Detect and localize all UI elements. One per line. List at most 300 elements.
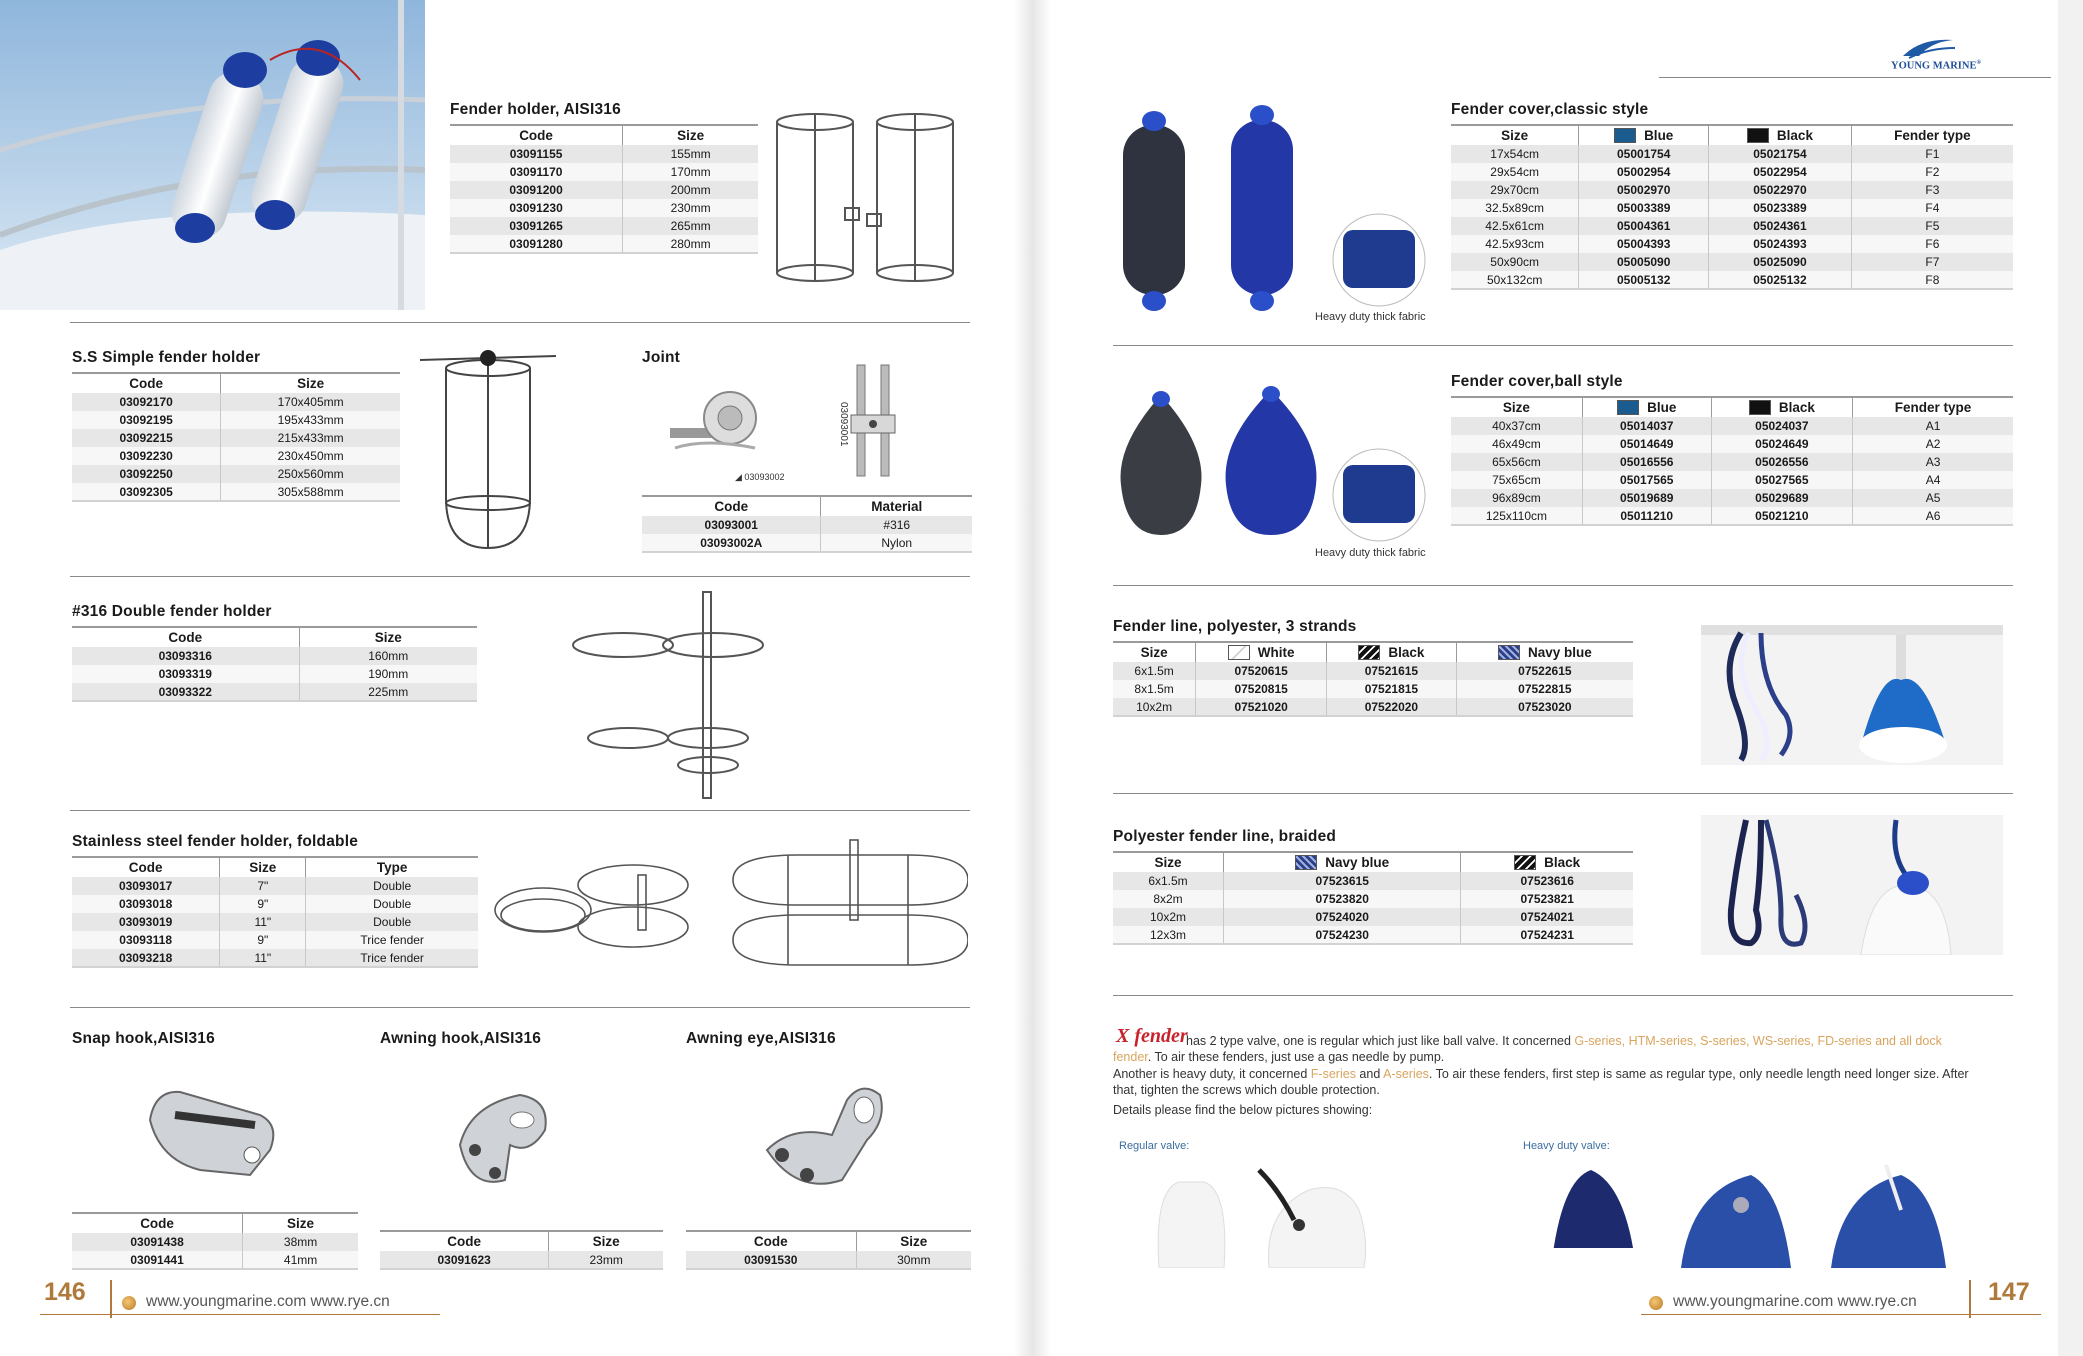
- table-cell: 07524020: [1224, 908, 1461, 926]
- table-cell: 65x56cm: [1451, 453, 1582, 471]
- table-cell: F4: [1851, 199, 2013, 217]
- divider: [70, 322, 970, 323]
- ball-cover-image: [1111, 385, 1441, 555]
- table-row: [1451, 199, 2013, 217]
- table-row: [72, 895, 478, 913]
- table-header-row: [380, 1231, 663, 1251]
- table-cell: 05029689: [1711, 489, 1853, 507]
- color-swatch-icon: [1747, 128, 1769, 143]
- table-cell: Double: [306, 895, 478, 913]
- table-header-row: [72, 373, 400, 393]
- table-cell: 05004361: [1579, 217, 1709, 235]
- table-row: [72, 877, 478, 895]
- table-row: [1113, 908, 1633, 926]
- table-cell: 07520615: [1196, 662, 1327, 680]
- line-3strand-title: Fender line, polyester, 3 strands: [1113, 618, 1357, 635]
- table-cell: 07521815: [1327, 680, 1457, 698]
- table-cell: 46x49cm: [1451, 435, 1582, 453]
- table-cell: A1: [1853, 417, 2013, 435]
- divider: [70, 576, 970, 577]
- table-row: [450, 199, 758, 217]
- fender-holder-title: Fender holder, AISI316: [450, 101, 621, 118]
- table-cell: 03091280: [450, 235, 623, 253]
- fender-holder-image: [770, 108, 960, 293]
- table-cell: 07524230: [1224, 926, 1461, 944]
- globe-icon: [122, 1296, 136, 1310]
- table-cell: 03093118: [72, 931, 220, 949]
- joint-table: [642, 495, 972, 553]
- page-number-left: 146: [44, 1278, 86, 1306]
- table-row: [1113, 926, 1633, 944]
- table-cell: A4: [1853, 471, 2013, 489]
- color-swatch-icon: [1498, 645, 1520, 660]
- table-cell: 96x89cm: [1451, 489, 1582, 507]
- table-cell: 305x588mm: [221, 483, 400, 501]
- table-cell: 05005132: [1579, 271, 1709, 289]
- table-header-row: [72, 857, 478, 877]
- footer-rule: [40, 1314, 440, 1315]
- table-cell: 07523820: [1224, 890, 1461, 908]
- table-cell: 07522615: [1456, 662, 1633, 680]
- young-marine-logo: [1901, 34, 1956, 60]
- table-cell: 05024361: [1709, 217, 1852, 235]
- table-cell: 190mm: [299, 665, 477, 683]
- table-header-row: [450, 125, 758, 145]
- awning-hook-image: [450, 1085, 560, 1195]
- page-146: [0, 0, 1014, 1356]
- table-row: [1451, 453, 2013, 471]
- page-number-right: 147: [1988, 1278, 2030, 1306]
- table-cell: 07523821: [1461, 890, 1633, 908]
- table-cell: 42.5x93cm: [1451, 235, 1579, 253]
- column-header: Size: [1113, 642, 1196, 662]
- table-header-row: [1113, 852, 1633, 872]
- globe-icon: [1649, 1296, 1663, 1310]
- table-cell: 03093218: [72, 949, 220, 967]
- table-cell: Double: [306, 913, 478, 931]
- column-header: Fender type: [1851, 125, 2013, 145]
- column-header: Size: [221, 373, 400, 393]
- table-row: [1451, 145, 2013, 163]
- table-cell: 170mm: [623, 163, 758, 181]
- divider: [70, 1007, 970, 1008]
- table-row: [1451, 235, 2013, 253]
- color-swatch-icon: [1514, 855, 1536, 870]
- classic-cover-title: Fender cover,classic style: [1451, 101, 1649, 118]
- divider: [1113, 995, 2013, 996]
- table-cell: 05014649: [1582, 435, 1711, 453]
- regular-valve-image: [1139, 1160, 1439, 1268]
- table-cell: 05024393: [1709, 235, 1852, 253]
- table-cell: 05022954: [1709, 163, 1852, 181]
- table-cell: 6x1.5m: [1113, 662, 1196, 680]
- table-cell: 280mm: [623, 235, 758, 253]
- table-cell: 29x54cm: [1451, 163, 1579, 181]
- awning-hook-table: [380, 1230, 663, 1270]
- table-row: [1451, 471, 2013, 489]
- table-row: [1113, 680, 1633, 698]
- column-header: Size: [549, 1231, 663, 1251]
- table-row: [642, 516, 972, 534]
- heavy-valve-image: [1541, 1160, 1951, 1268]
- website-link-left[interactable]: www.youngmarine.com www.rye.cn: [146, 1293, 390, 1310]
- classic-cover-image: [1111, 105, 1441, 315]
- table-cell: 12x3m: [1113, 926, 1224, 944]
- table-cell: 03093019: [72, 913, 220, 931]
- table-cell: 125x110cm: [1451, 507, 1582, 525]
- awning-hook-title: Awning hook,AISI316: [380, 1030, 542, 1047]
- column-header: Blue: [1579, 125, 1709, 145]
- column-header: Size: [1113, 852, 1224, 872]
- table-cell: 03093018: [72, 895, 220, 913]
- table-row: [72, 949, 478, 967]
- table-cell: 07523615: [1224, 872, 1461, 890]
- table-cell: A2: [1853, 435, 2013, 453]
- table-cell: 07523020: [1456, 698, 1633, 716]
- footer-separator: [1969, 1280, 1971, 1318]
- table-cell: 05026556: [1711, 453, 1853, 471]
- double-holder-image: [568, 590, 768, 800]
- table-cell: 05011210: [1582, 507, 1711, 525]
- line-3strand-image: [1701, 625, 2003, 765]
- table-cell: #316: [821, 516, 972, 534]
- table-row: [450, 145, 758, 163]
- table-row: [1451, 271, 2013, 289]
- table-cell: 03092230: [72, 447, 221, 465]
- table-row: [1451, 163, 2013, 181]
- table-cell: 03091623: [380, 1251, 549, 1269]
- table-cell: 32.5x89cm: [1451, 199, 1579, 217]
- classic-cover-table: [1451, 124, 2013, 290]
- column-header: Size: [1451, 125, 1579, 145]
- table-cell: 05003389: [1579, 199, 1709, 217]
- table-cell: 07521020: [1196, 698, 1327, 716]
- column-header: Code: [72, 627, 299, 647]
- table-cell: 05002954: [1579, 163, 1709, 181]
- table-cell: 05022970: [1709, 181, 1852, 199]
- xfender-logo: X fender: [1116, 1025, 1188, 1047]
- table-row: [1451, 217, 2013, 235]
- table-cell: 50x90cm: [1451, 253, 1579, 271]
- column-header: Code: [642, 496, 821, 516]
- joint-title: Joint: [642, 349, 681, 366]
- fender-holder-table: [450, 124, 758, 254]
- table-cell: 225mm: [299, 683, 477, 701]
- table-cell: 29x70cm: [1451, 181, 1579, 199]
- snap-hook-table: [72, 1212, 358, 1270]
- table-row: [1451, 435, 2013, 453]
- table-row: [72, 447, 400, 465]
- table-header-row: [1113, 642, 1633, 662]
- column-header: Blue: [1582, 397, 1711, 417]
- table-header-row: [1451, 397, 2013, 417]
- table-cell: F7: [1851, 253, 2013, 271]
- column-header: Size: [243, 1213, 358, 1233]
- table-cell: 42.5x61cm: [1451, 217, 1579, 235]
- table-cell: 03092195: [72, 411, 221, 429]
- table-row: [72, 665, 477, 683]
- table-cell: 03091230: [450, 199, 623, 217]
- table-cell: 05025132: [1709, 271, 1852, 289]
- table-cell: 200mm: [623, 181, 758, 199]
- table-cell: 9": [220, 895, 306, 913]
- table-row: [72, 931, 478, 949]
- table-header-row: [72, 1213, 358, 1233]
- column-header: White: [1196, 642, 1327, 662]
- table-cell: 05021754: [1709, 145, 1852, 163]
- table-cell: 250x560mm: [221, 465, 400, 483]
- table-cell: 05023389: [1709, 199, 1852, 217]
- divider: [1113, 345, 2013, 346]
- table-cell: 03091155: [450, 145, 623, 163]
- table-row: [450, 235, 758, 253]
- table-cell: 8x1.5m: [1113, 680, 1196, 698]
- foldable-holder-image: [488, 835, 968, 970]
- table-cell: Double: [306, 877, 478, 895]
- table-row: [1451, 181, 2013, 199]
- table-cell: 03092170: [72, 393, 221, 411]
- table-header-row: [72, 627, 477, 647]
- table-cell: 10x2m: [1113, 698, 1196, 716]
- column-header: Code: [686, 1231, 856, 1251]
- awning-eye-title: Awning eye,AISI316: [686, 1030, 836, 1047]
- table-cell: 05025090: [1709, 253, 1852, 271]
- table-cell: 05016556: [1582, 453, 1711, 471]
- snap-hook-image: [140, 1080, 285, 1185]
- line-braided-title: Polyester fender line, braided: [1113, 828, 1337, 845]
- table-cell: 07524231: [1461, 926, 1633, 944]
- valve-note-paragraph-3: Details please find the below pictures showing:: [1113, 1103, 1373, 1117]
- footer-rule: [1641, 1314, 2041, 1315]
- column-header: Black: [1327, 642, 1457, 662]
- valve-note-paragraph-2: Another is heavy duty, it concerned F-series and A-series. To air these fenders, first step is same as regular type, only needle length need longer size. After that, tighten the screws which double protection.: [1113, 1067, 1969, 1097]
- footer-separator: [110, 1280, 112, 1318]
- color-swatch-icon: [1617, 400, 1639, 415]
- table-row: [1451, 507, 2013, 525]
- table-cell: 8x2m: [1113, 890, 1224, 908]
- color-swatch-icon: [1749, 400, 1771, 415]
- table-cell: F1: [1851, 145, 2013, 163]
- column-header: Size: [856, 1231, 971, 1251]
- table-cell: 50x132cm: [1451, 271, 1579, 289]
- simple-holder-table: [72, 372, 400, 502]
- joint-image-b: [845, 363, 905, 478]
- ball-cover-title: Fender cover,ball style: [1451, 373, 1623, 390]
- foldable-holder-title: Stainless steel fender holder, foldable: [72, 833, 359, 850]
- table-row: [72, 465, 400, 483]
- table-cell: 05001754: [1579, 145, 1709, 163]
- table-cell: 7": [220, 877, 306, 895]
- table-cell: 03091170: [450, 163, 623, 181]
- double-holder-title: #316 Double fender holder: [72, 603, 272, 620]
- table-row: [72, 683, 477, 701]
- table-cell: 03091200: [450, 181, 623, 199]
- header-rule: [1659, 77, 2051, 78]
- column-header: Navy blue: [1224, 852, 1461, 872]
- column-header: Code: [72, 373, 221, 393]
- simple-holder-title: S.S Simple fender holder: [72, 349, 261, 366]
- column-header: Material: [821, 496, 972, 516]
- table-cell: Nylon: [821, 534, 972, 552]
- table-cell: 03091438: [72, 1233, 243, 1251]
- divider: [1113, 793, 2013, 794]
- table-cell: 07521615: [1327, 662, 1457, 680]
- table-cell: A6: [1853, 507, 2013, 525]
- table-cell: 230x450mm: [221, 447, 400, 465]
- table-cell: 230mm: [623, 199, 758, 217]
- table-cell: 160mm: [299, 647, 477, 665]
- website-link-right[interactable]: www.youngmarine.com www.rye.cn: [1673, 1293, 1917, 1310]
- table-header-row: [1451, 125, 2013, 145]
- line-3strand-table: [1113, 641, 1633, 717]
- joint-label-a: ◢ 03093002: [735, 472, 785, 482]
- table-row: [72, 1251, 358, 1269]
- table-row: [1113, 698, 1633, 716]
- table-row: [450, 163, 758, 181]
- table-cell: 05014037: [1582, 417, 1711, 435]
- table-row: [1451, 253, 2013, 271]
- joint-image-a: [665, 378, 765, 466]
- table-cell: 05024037: [1711, 417, 1853, 435]
- table-row: [72, 429, 400, 447]
- table-cell: 03092250: [72, 465, 221, 483]
- table-cell: A5: [1853, 489, 2013, 507]
- heavy-valve-label: Heavy duty valve:: [1523, 1140, 1610, 1152]
- table-cell: 07522020: [1327, 698, 1457, 716]
- brand-name: YOUNG MARINE®: [1891, 60, 1981, 72]
- column-header: Code: [380, 1231, 549, 1251]
- table-cell: 07522815: [1456, 680, 1633, 698]
- table-cell: 03093316: [72, 647, 299, 665]
- table-row: [642, 534, 972, 552]
- column-header: Black: [1461, 852, 1633, 872]
- table-cell: Trice fender: [306, 949, 478, 967]
- column-header: Size: [1451, 397, 1582, 417]
- table-cell: 11": [220, 949, 306, 967]
- table-cell: 10x2m: [1113, 908, 1224, 926]
- table-row: [1113, 662, 1633, 680]
- table-cell: F5: [1851, 217, 2013, 235]
- table-row: [686, 1251, 971, 1269]
- valve-note-paragraph-1: has 2 type valve, one is regular which just like ball valve. It concerned G-series, HTM-series, S-series, WS-series, FD-series and all dock fender. To air these fenders, just use a gas needle by pump.: [1113, 1034, 1942, 1064]
- table-cell: 40x37cm: [1451, 417, 1582, 435]
- ball-cover-table: [1451, 396, 2013, 526]
- table-cell: 155mm: [623, 145, 758, 163]
- column-header: Navy blue: [1456, 642, 1633, 662]
- column-header: Size: [299, 627, 477, 647]
- double-holder-table: [72, 626, 477, 702]
- color-swatch-icon: [1358, 645, 1380, 660]
- divider: [1113, 585, 2013, 586]
- table-cell: 05005090: [1579, 253, 1709, 271]
- table-row: [1451, 489, 2013, 507]
- table-cell: 03093002A: [642, 534, 821, 552]
- table-cell: 03092305: [72, 483, 221, 501]
- column-header: Code: [72, 1213, 243, 1233]
- table-cell: 05004393: [1579, 235, 1709, 253]
- page-147: [1051, 0, 2058, 1356]
- table-row: [450, 181, 758, 199]
- table-cell: 03093319: [72, 665, 299, 683]
- table-cell: 23mm: [549, 1251, 663, 1269]
- table-cell: 195x433mm: [221, 411, 400, 429]
- ball-cover-caption: Heavy duty thick fabric: [1315, 547, 1426, 559]
- table-row: [72, 647, 477, 665]
- column-header: Code: [450, 125, 623, 145]
- table-row: [72, 411, 400, 429]
- color-swatch-icon: [1614, 128, 1636, 143]
- table-cell: 07523616: [1461, 872, 1633, 890]
- table-row: [1451, 417, 2013, 435]
- table-cell: 215x433mm: [221, 429, 400, 447]
- foldable-holder-table: [72, 856, 478, 968]
- table-cell: 03091265: [450, 217, 623, 235]
- line-braided-table: [1113, 851, 1633, 945]
- color-swatch-icon: [1295, 855, 1317, 870]
- table-cell: 05019689: [1582, 489, 1711, 507]
- table-cell: 05021210: [1711, 507, 1853, 525]
- page-gutter: [1014, 0, 1051, 1356]
- table-row: [72, 483, 400, 501]
- table-cell: 03093322: [72, 683, 299, 701]
- table-cell: 05002970: [1579, 181, 1709, 199]
- table-cell: 30mm: [856, 1251, 971, 1269]
- table-header-row: [642, 496, 972, 516]
- column-header: Code: [72, 857, 220, 877]
- snap-hook-title: Snap hook,AISI316: [72, 1030, 215, 1047]
- table-cell: 75x65cm: [1451, 471, 1582, 489]
- table-cell: 03091530: [686, 1251, 856, 1269]
- table-cell: 265mm: [623, 217, 758, 235]
- table-cell: F3: [1851, 181, 2013, 199]
- table-row: [450, 217, 758, 235]
- table-cell: F2: [1851, 163, 2013, 181]
- table-row: [72, 913, 478, 931]
- table-cell: 05017565: [1582, 471, 1711, 489]
- line-braided-image: [1701, 815, 2003, 955]
- table-cell: A3: [1853, 453, 2013, 471]
- table-cell: 07524021: [1461, 908, 1633, 926]
- column-header: Size: [220, 857, 306, 877]
- table-row: [72, 1233, 358, 1251]
- table-row: [1113, 890, 1633, 908]
- table-cell: 07520815: [1196, 680, 1327, 698]
- awning-eye-table: [686, 1230, 971, 1270]
- column-header: Black: [1711, 397, 1853, 417]
- table-cell: 41mm: [243, 1251, 358, 1269]
- color-swatch-icon: [1228, 645, 1250, 660]
- boat-fender-photo: [0, 0, 425, 310]
- table-cell: 38mm: [243, 1233, 358, 1251]
- column-header: Size: [623, 125, 758, 145]
- joint-label-b: 03093001: [838, 402, 849, 447]
- table-cell: F8: [1851, 271, 2013, 289]
- table-cell: 05027565: [1711, 471, 1853, 489]
- table-cell: F6: [1851, 235, 2013, 253]
- column-header: Type: [306, 857, 478, 877]
- table-header-row: [686, 1231, 971, 1251]
- divider: [70, 810, 970, 811]
- table-cell: 17x54cm: [1451, 145, 1579, 163]
- table-row: [72, 393, 400, 411]
- table-cell: 05024649: [1711, 435, 1853, 453]
- table-cell: 6x1.5m: [1113, 872, 1224, 890]
- classic-cover-caption: Heavy duty thick fabric: [1315, 311, 1426, 323]
- table-cell: 9": [220, 931, 306, 949]
- awning-eye-image: [752, 1080, 887, 1200]
- regular-valve-label: Regular valve:: [1119, 1140, 1190, 1152]
- table-cell: 03091441: [72, 1251, 243, 1269]
